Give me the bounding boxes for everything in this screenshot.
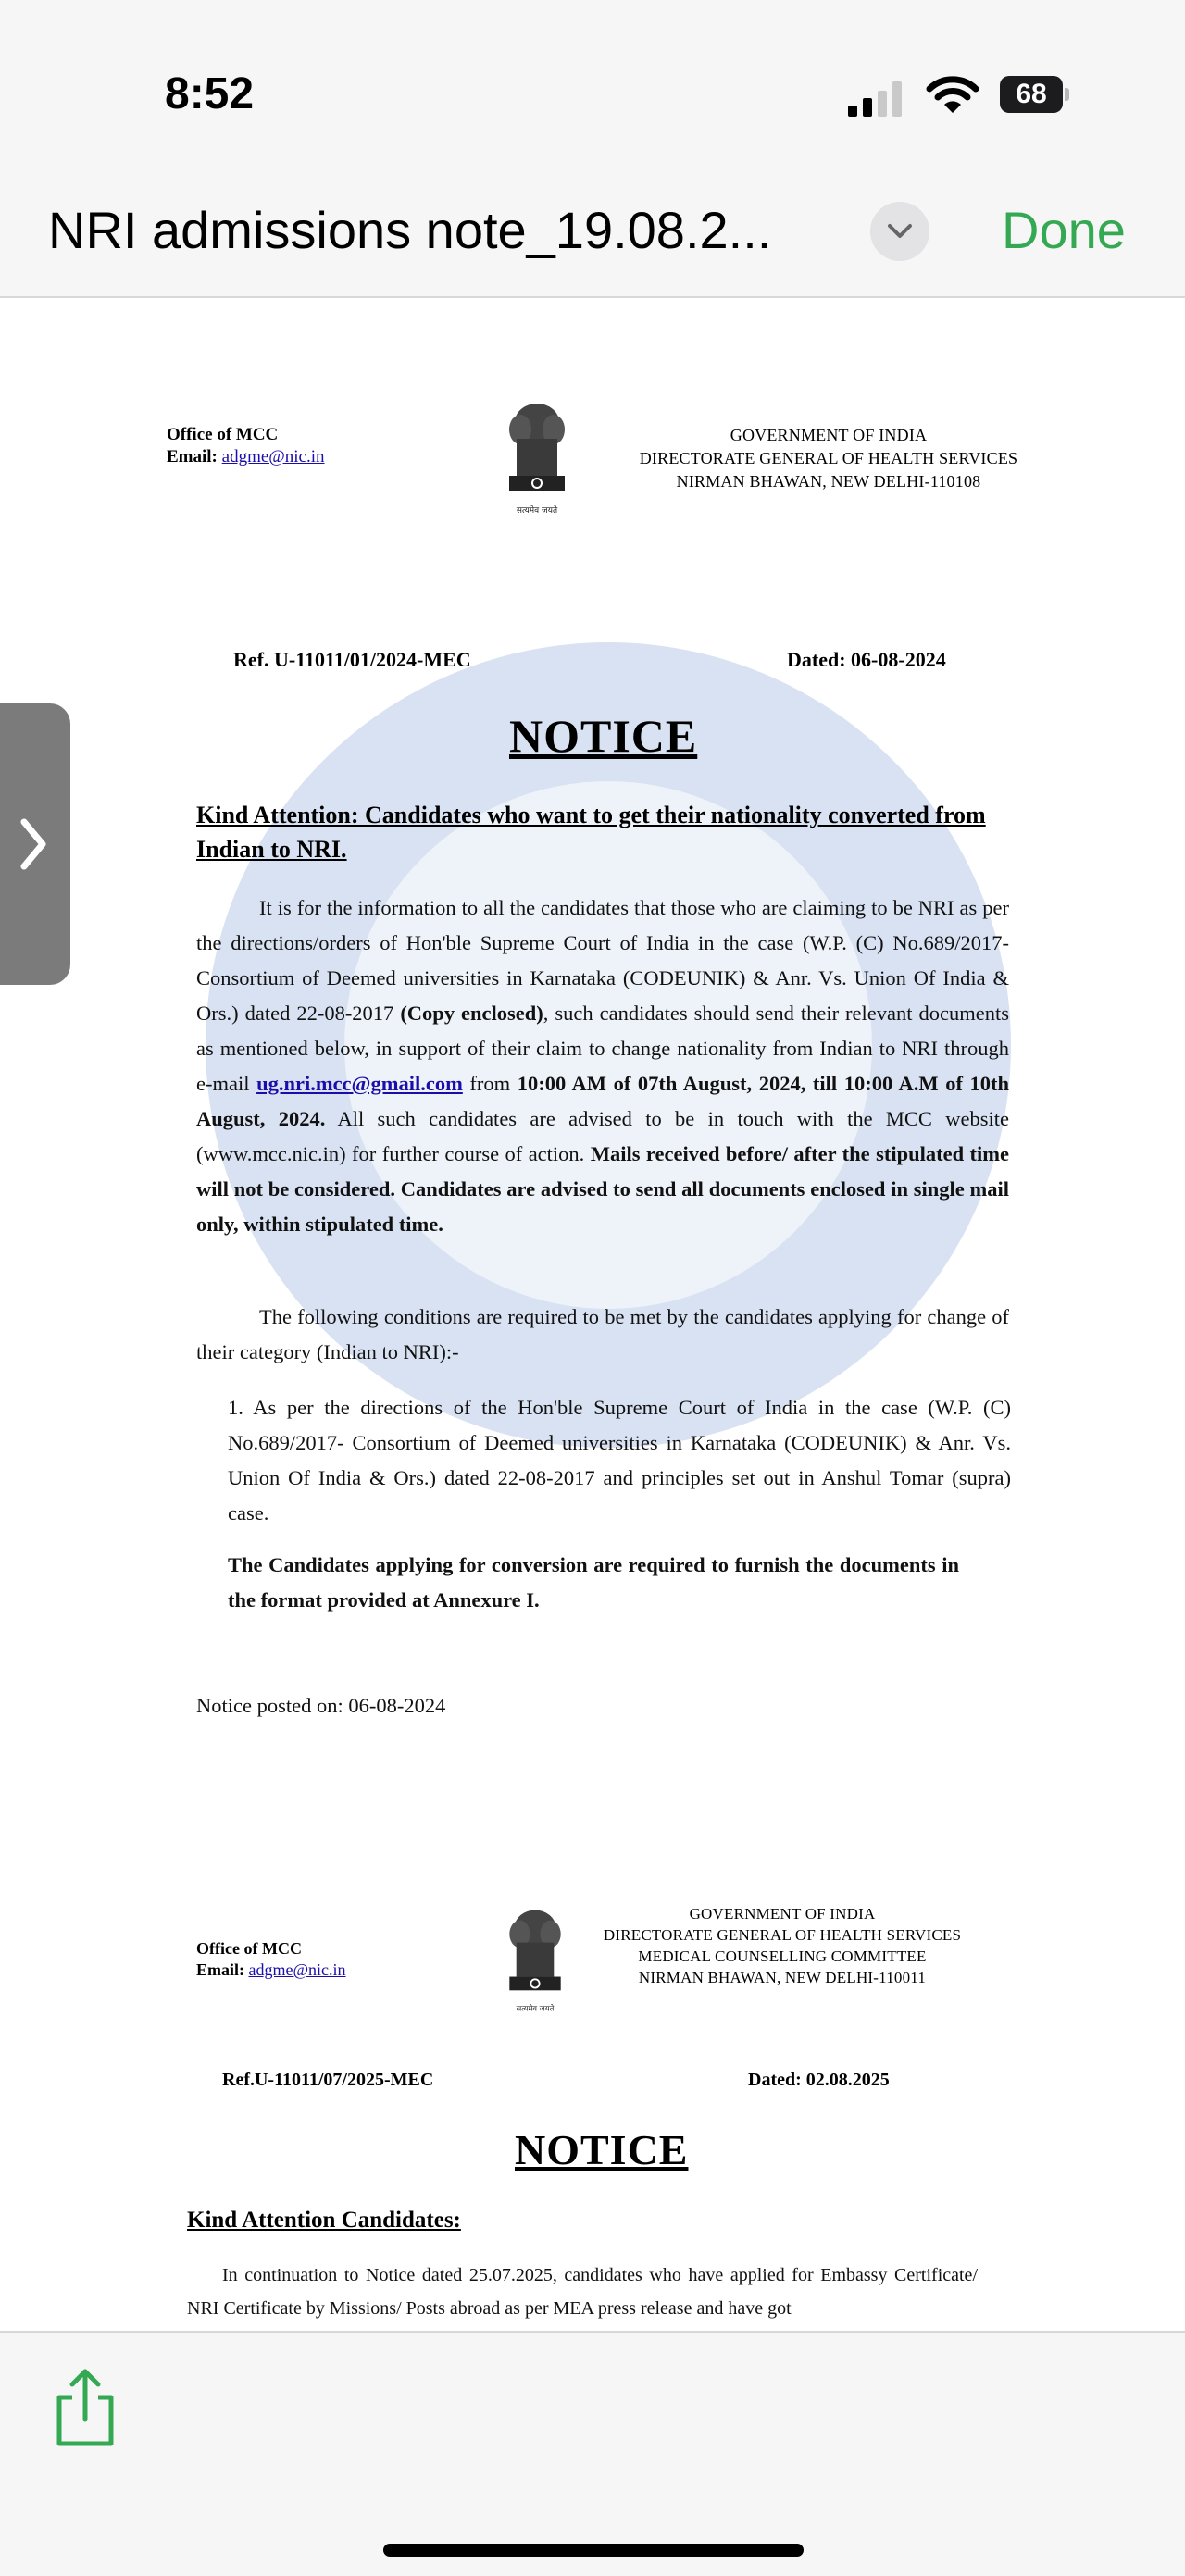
gov-line-1: GOVERNMENT OF INDIA xyxy=(730,426,928,444)
government-header xyxy=(574,1903,991,1988)
gov-line-2: DIRECTORATE GENERAL OF HEALTH SERVICES xyxy=(639,449,1018,467)
list-item: 1. As per the directions of the Hon'ble Supreme Court of India in the case (W.P. (C) No.689/2017- Consortium of Deemed universities in Karnataka (CODEUNIK) & Anr. Vs. Union Of India & Ors.) dated 22-08-2017 and principles set out in Anshul Tomar (supra) case. xyxy=(228,1396,1011,1524)
email-link[interactable]: adgme@nic.in xyxy=(248,1960,346,1979)
status-bar xyxy=(0,0,1185,176)
reference-number: Ref. U-11011/01/2024-MEC xyxy=(233,648,471,671)
document-title[interactable]: NRI admissions note_19.08.2... xyxy=(48,201,772,259)
copy-enclosed: (Copy enclosed) xyxy=(400,1002,543,1025)
office-block xyxy=(196,1938,346,1981)
notice-body-paragraph: In continuation to Notice dated 25.07.2025, candidates who have applied for Embassy Certificate/ NRI Certificate by Missions/ Posts abroad as per MEA press release and have got xyxy=(187,2265,978,2319)
document-viewer[interactable] xyxy=(0,298,1185,2331)
bottom-toolbar xyxy=(0,2331,1185,2576)
email-label: Email: xyxy=(196,1960,244,1979)
gov-line-4: NIRMAN BHAWAN, NEW DELHI-110011 xyxy=(638,1969,927,1986)
deadline-text: 10:00 AM of 07th August, 2024, till 10:00 A.M of 10th August, 2024. xyxy=(196,1072,1010,1130)
annexure-note: The Candidates applying for conversion are required to furnish the documents in the format provided at Annexure I. xyxy=(228,1553,959,1612)
posted-date: Notice posted on: 06-08-2024 xyxy=(196,1694,446,1717)
share-icon[interactable] xyxy=(50,2366,120,2449)
email-link[interactable]: ug.nri.mcc@gmail.com xyxy=(256,1072,463,1095)
conditions-paragraph: The following conditions are required to be met by the candidates applying for change of their category (Indian to NRI):- xyxy=(196,1305,1009,1363)
notice-date: Dated: 06-08-2024 xyxy=(787,648,946,671)
emblem-caption: सत्यमेव जयते xyxy=(516,2003,555,2013)
body-text: from xyxy=(469,1072,511,1095)
chevron-down-icon[interactable] xyxy=(870,202,929,261)
attention-line: Kind Attention Candidates: xyxy=(187,2208,461,2233)
battery-level: 68 xyxy=(1000,76,1063,113)
national-emblem-icon xyxy=(500,398,574,518)
signal-icon xyxy=(848,81,905,117)
reference-number: Ref.U-11011/07/2025-MEC xyxy=(222,2070,434,2090)
gov-line-3: NIRMAN BHAWAN, NEW DELHI-110108 xyxy=(676,472,981,491)
warning-text: Mails received before/ after the stipulated time will not be considered. Candidates are advised to send all documents enclosed in single mail only, within stipulated time. xyxy=(196,1142,1009,1236)
nav-bar xyxy=(0,176,1185,298)
gov-line-2: DIRECTORATE GENERAL OF HEALTH SERVICES xyxy=(603,1926,962,1944)
notice-heading: NOTICE xyxy=(515,2126,689,2173)
email-label: Email: xyxy=(167,447,218,467)
gov-line-3: MEDICAL COUNSELLING COMMITTEE xyxy=(638,1948,927,1965)
national-emblem-icon xyxy=(500,1905,570,2016)
notice-date: Dated: 02.08.2025 xyxy=(748,2070,890,2090)
body-text: All such candidates are advised to be in touch with the MCC website (www.mcc.nic.in) for further course of action. xyxy=(196,1107,1009,1165)
email-link[interactable]: adgme@nic.in xyxy=(221,447,325,467)
home-indicator[interactable] xyxy=(383,2544,804,2557)
office-label: Office of MCC xyxy=(167,425,279,444)
battery-icon xyxy=(1000,76,1068,113)
emblem-caption: सत्यमेव जयते xyxy=(516,506,558,516)
done-button[interactable]: Done xyxy=(1002,201,1126,259)
office-block xyxy=(167,424,325,468)
body-text: , such candidates should send their relevant documents as mentioned below, in support of their claim to change nationality from Indian to NRI through e-mail xyxy=(196,1002,1009,1095)
office-label: Office of MCC xyxy=(196,1939,302,1958)
attention-line: Kind Attention: Candidates who want to get their nationality converted from Indian to NRI. xyxy=(196,802,986,863)
side-panel-handle[interactable] xyxy=(0,703,70,985)
notice-body-paragraph xyxy=(196,890,1009,1242)
notice-heading: NOTICE xyxy=(509,710,698,762)
status-time: 8:52 xyxy=(165,69,255,118)
body-text: It is for the information to all the candidates that those who are claiming to be NRI as per the directions/orders of Hon'ble Supreme Court of India in the case (W.P. (C) No.689/2017- Consortium of Deemed universities in Karnataka (CODEUNIK) & Anr. Vs. Union Of India & Ors.) dated 22-08-2017 xyxy=(196,896,1009,1025)
gov-line-1: GOVERNMENT OF INDIA xyxy=(689,1905,876,1923)
government-header xyxy=(611,424,1046,493)
wifi-icon xyxy=(926,74,979,115)
